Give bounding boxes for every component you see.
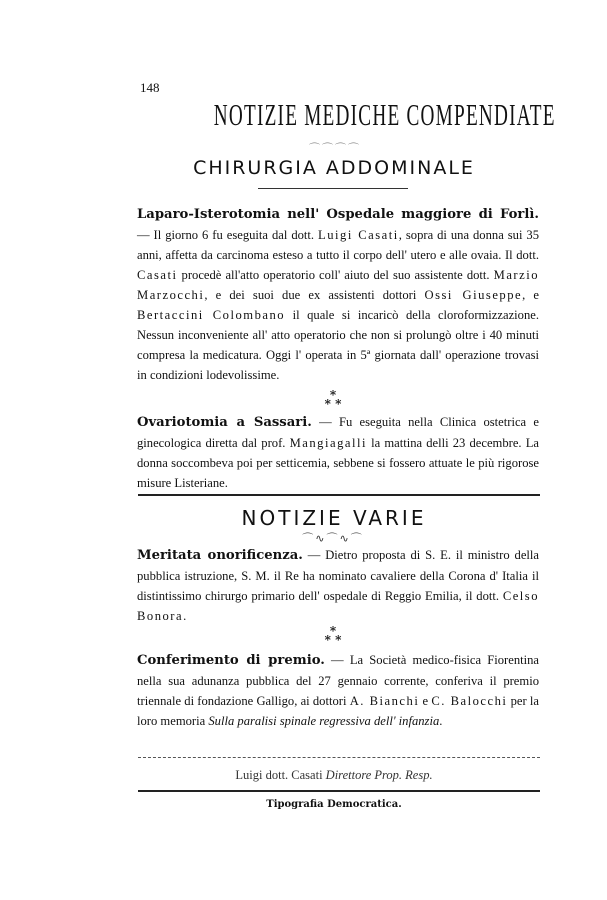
article-text: — Dietro proposta di S. E. il ministro della pubblica istruzione, S. M. il Re ha nominato cavaliere della Corona d' Italia il distintissimo chirurgo primario dell' ospedale di Reggio Emilia, il dott. xyxy=(137,548,540,603)
person-name: Celso Bonora xyxy=(137,589,539,623)
article-headline: Laparo-Isterotomia nell' Ospedale maggiore di Forlì. xyxy=(137,207,539,222)
article-text: per la loro memoria xyxy=(137,694,539,728)
footer-rule-top xyxy=(138,757,540,758)
editor-role: Direttore Prop. Resp. xyxy=(322,768,433,782)
separator-stars xyxy=(318,388,348,411)
article-text: — La Società medico-fisica Fiorentina nella sua adunanza pubblica del 27 gennaio corrente, conferiva il premio triennale di fondazione Galligo, ai dottori xyxy=(137,653,539,708)
article-headline: Meritata onorificenza. xyxy=(137,548,303,563)
section-title-chirurgia: CHIRURGIA ADDOMINALE xyxy=(193,157,475,179)
person-name: A. Bianchi xyxy=(349,694,420,708)
article-text: — Il giorno 6 fu eseguita dal dott. xyxy=(137,228,319,242)
section-title-varie: NOTIZIE VARIE xyxy=(241,506,427,530)
star: * xyxy=(324,633,331,647)
footer-rule-bottom xyxy=(138,790,540,792)
star-pair xyxy=(318,397,348,411)
person-name: Ossi Giuseppe xyxy=(424,288,523,302)
article-text: , e xyxy=(522,288,540,302)
section-rule xyxy=(258,188,408,189)
star: * xyxy=(335,397,342,411)
thick-rule xyxy=(138,494,540,496)
star: * xyxy=(324,397,331,411)
person-name: Marzio Marzocchi xyxy=(137,268,539,302)
article-text: , sopra di una donna sui 35 anni, affetta da carcinoma esteso a tutto il corpo dell' utero e alle ovaia. Il dott. xyxy=(137,228,539,262)
page-number: 148 xyxy=(140,80,160,95)
star: * xyxy=(329,624,337,638)
article-text: procedè all'atto operatorio coll' aiuto del suo assistente dott. xyxy=(177,268,494,282)
article-ovariotomia xyxy=(137,412,539,493)
person-name: C. Balocchi xyxy=(431,694,508,708)
person-name: Casati xyxy=(137,268,178,282)
article-text: il quale si incaricò della cloroformizzazione. Nessun inconveniente all' atto operatorio che non si prolungò oltre i 40 minuti compresa la medicatura. Oggi l' operata in 5ª giornata dall' operazione trovasi in condizioni lodevolissime. xyxy=(137,308,540,382)
article-onorificenza xyxy=(137,545,539,626)
article-headline: Ovariotomia a Sassari. xyxy=(137,415,312,430)
memoir-title: Sulla paralisi spinale regressiva dell' infanzia xyxy=(208,714,440,728)
editor-line xyxy=(140,768,528,783)
article-laparo-isterotomia xyxy=(137,204,539,385)
article-text: , e dei suoi due ex assistenti dottori xyxy=(204,288,425,302)
separator-stars xyxy=(318,624,348,647)
ornament-mid: ⌒∿⌒∿⌒ xyxy=(302,532,364,545)
star: * xyxy=(335,633,342,647)
article-text: . xyxy=(183,609,187,623)
ornament-top: ⌒⌒⌒⌒ xyxy=(309,142,361,155)
person-name: Luigi Casati xyxy=(318,228,399,242)
article-premio xyxy=(137,650,539,731)
star-pair xyxy=(318,633,348,647)
article-text: . xyxy=(439,714,443,728)
article-text: e xyxy=(419,694,432,708)
editor-name: Luigi dott. Casati xyxy=(235,768,323,782)
star: * xyxy=(329,388,337,402)
article-text: — Fu eseguita nella Clinica ostetrica e ginecologica diretta dal prof. xyxy=(137,415,539,450)
printer-line: Tipografia Democratica. xyxy=(266,799,402,810)
person-name: Bertaccini Colombano xyxy=(137,308,286,322)
article-headline: Conferimento di premio. xyxy=(137,653,325,668)
article-text: la mattina delli 23 decembre. La donna soccombeva poi per setticemia, sebbene si fossero attuate le più rigorose misure Listeriane. xyxy=(137,436,539,490)
person-name: Mangiagalli xyxy=(289,436,367,450)
main-title: NOTIZIE MEDICHE COMPENDIATE xyxy=(213,97,556,132)
